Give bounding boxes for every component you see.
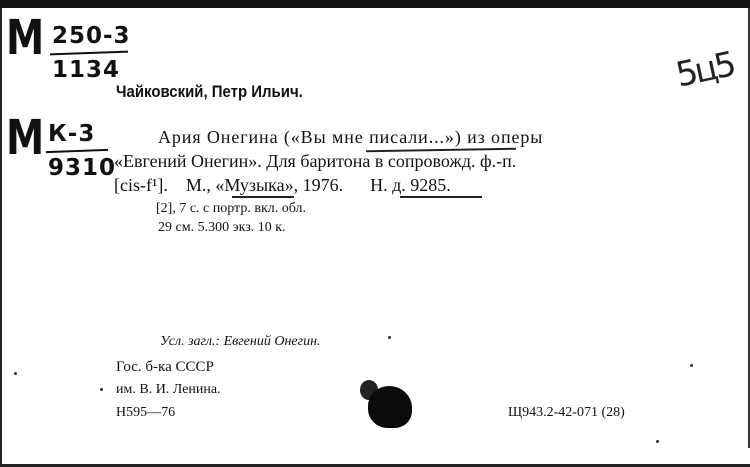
- speck: [388, 336, 391, 339]
- margin-note: 5ц5: [672, 44, 737, 96]
- call-number-1-bottom: 1134: [52, 57, 121, 83]
- call-number-2-letter: M: [6, 110, 45, 166]
- uniform-title: Усл. загл.: Евгений Онегин.: [160, 334, 321, 349]
- library-line-1: Гос. б-ка СССР: [116, 359, 214, 375]
- speck: [14, 372, 17, 375]
- speck: [690, 364, 693, 367]
- title-line-2: «Евгений Онегин». Для баритона в сопровожд. ф.-п.: [114, 151, 517, 171]
- card-left-edge: [0, 8, 2, 467]
- call-number-1-fraction-line: [50, 51, 128, 56]
- title-line-1: Ария Онегина («Вы мне писали...») из оперы: [158, 127, 544, 147]
- pencil-underline-2: [232, 196, 294, 198]
- library-line-2: им. В. И. Ленина.: [116, 382, 221, 397]
- author-heading: Чайковский, Петр Ильич.: [116, 82, 303, 101]
- physical-line-1: [2], 7 с. с портр. вкл. обл.: [156, 201, 307, 216]
- title-line-3: [cis-f¹]. М., «Музыка», 1976. Н. д. 9285.: [114, 175, 451, 195]
- call-number-2-fraction-line: [46, 149, 108, 153]
- physical-line-2: 29 см. 5.300 экз. 10 к.: [158, 220, 286, 235]
- call-number-1-top: 250-3: [52, 23, 131, 49]
- call-number-2-bottom: 9310: [48, 155, 117, 181]
- call-number-2-top: К-3: [48, 121, 96, 147]
- card-top-border: [0, 0, 750, 8]
- speck: [656, 440, 659, 443]
- ink-blot: [368, 386, 412, 428]
- classification-code: Щ943.2-42-071 (28): [508, 405, 625, 420]
- pencil-underline-3: [400, 196, 482, 198]
- speck: [100, 388, 103, 391]
- card-number: Н595—76: [116, 405, 176, 420]
- call-number-1-letter: M: [6, 10, 45, 66]
